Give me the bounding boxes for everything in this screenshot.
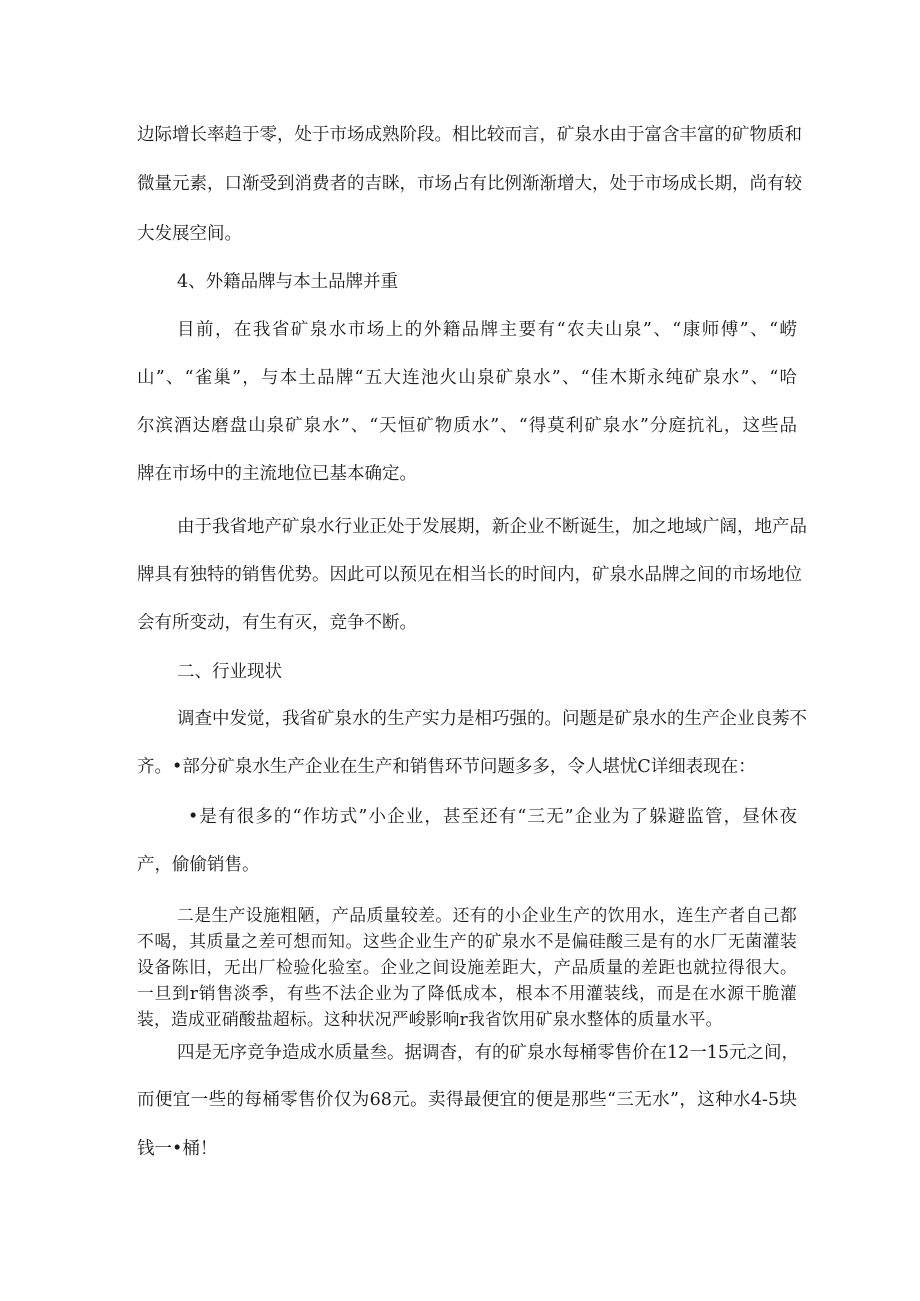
section-heading: 二、行业现状 xyxy=(177,662,282,682)
paragraph-line: 会有所变动，有生有灭，竞争不断。 xyxy=(137,613,417,633)
paragraph-line: 牌具有独特的销售优势。因此可以预见在相当长的时间内，矿泉水品牌之间的市场地位 xyxy=(137,565,802,585)
paragraph-line: 四是无序竞争造成水质量叁。据调杳，有的矿泉水每桶零售价在12一15元之间， xyxy=(177,1043,800,1063)
paragraph-line: 装，造成亚硝酸盐超标。这种状况严峻影响r我省饮用矿泉水整体的质量水平。 xyxy=(137,1009,723,1029)
paragraph-line: 山”、“雀巢”，与本土品牌“五大连池火山泉矿泉水”、“佳木斯永纯矿泉水”、“哈 xyxy=(137,368,797,388)
paragraph-line: 钱一•桶！ xyxy=(137,1139,218,1159)
paragraph-line: 目前，在我省矿泉水市场上的外籍品牌主要有“农夫山泉”、“康师傅”、“崂 xyxy=(177,320,797,340)
paragraph-line: 大发展空间。 xyxy=(137,224,242,244)
paragraph-line: 边际增长率趋于零，处于市场成熟阶段。相比较而言，矿泉水由于富含丰富的矿物质和 xyxy=(137,125,802,145)
paragraph-line: 微量元素，口渐受到消费者的吉眯，市场占有比例渐渐增大，处于市场成长期，尚有较 xyxy=(137,174,802,194)
paragraph-line: 尔滨酒达磨盘山泉矿泉水”、“天恒矿物质水”、“得莫利矿泉水”分庭抗礼，这些品 xyxy=(137,416,797,436)
paragraph-line: 由于我省地产矿泉水行业正处于发展期，新企业不断诞生，加之地域广阔，地产品 xyxy=(177,517,807,537)
paragraph-line: 齐。•部分矿泉水生产企业在生产和销售环节问题多多，令人堪忧C详细表现在： xyxy=(137,757,756,777)
paragraph-line: 牌在市场中的主流地位已基本确定。 xyxy=(137,464,417,484)
paragraph-line: 不喝，其质量之差可想而知。这些企业生产的矿泉水不是偏硅酸三是有的水厂无菌灌装 xyxy=(137,931,797,951)
paragraph-line: 二是生产设施粗陋，产品质量较差。还有的小企业生产的饮用水，连生产者自己都 xyxy=(177,905,797,925)
paragraph-line: 调查中发觉，我省矿泉水的生产实力是相巧强的。问题是矿泉水的生产企业良莠不 xyxy=(177,709,807,729)
paragraph-line: 而便宜一些的每桶零售价仅为68元。卖得最便宜的便是那些“三无水”，这种水4-5块 xyxy=(137,1090,797,1110)
section-heading: 4、外籍品牌与本土品牌并重 xyxy=(177,272,399,292)
paragraph-line: 产，偷偷销售。 xyxy=(137,855,260,875)
paragraph-line: 设备陈旧，无出厂检验化验室。企业之间设施差距大，产品质量的差距也就拉得很大。 xyxy=(137,957,797,977)
paragraph-line: 一旦到r销售淡季，有些不法企业为了降低成本，根本不用灌装线，而是在水源干脆灌 xyxy=(137,983,797,1003)
paragraph-line: •是有很多的“作坊式”小企业，甚至还有“三无”企业为了躲避监管，昼休夜 xyxy=(188,807,797,827)
